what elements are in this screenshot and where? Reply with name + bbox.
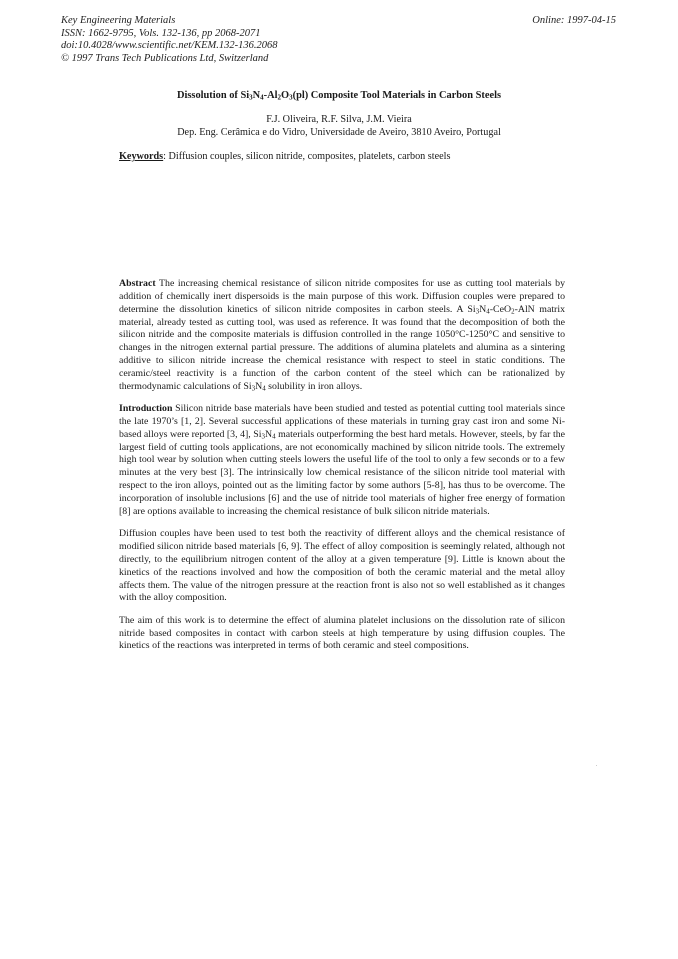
abstract-heading: Abstract xyxy=(119,278,156,289)
aim-paragraph: The aim of this work is to determine the effect of alumina platelet inclusions on the dissolution rate of silicon nitride based composites in contact with carbon steels at high temperature by using diffusion couples. The kinetics of the reactions was interpreted in terms of both ceramic and steel compositions. xyxy=(119,614,565,652)
copyright-line: © 1997 Trans Tech Publications Ltd, Switzerland xyxy=(61,52,269,64)
scan-speck xyxy=(596,765,597,766)
introduction-paragraph: Introduction Silicon nitride base materials have been studied and tested as potential cutting tool materials since the late 1970’s [1, 2]. Several successful applications of these materials in turning gray cast iron and some Ni-based alloys were reported [3, 4], $Si_3N_4$ materials outperforming the best hard metals. However, steels, by far the largest field of cutting tools applications, are not economically machined by silicon nitride tools. The extremely high tool wear by solution when cutting steels lowers the useful life of the tool to only a few seconds or to a few minutes at the very best [3]. The intrinsically low chemical resistance of the silicon nitride tool material with respect to the iron alloys, pointed out as the limiting factor by some authors [5-8], has thus to be overcome. The incorporation of insoluble inclusions [6] and the use of nitride tool materials of higher free energy of formation [8] are options available to increasing the chemical resistance of bulk silicon nitride materials. xyxy=(119,403,565,517)
online-date: Online: 1997-04-15 xyxy=(532,15,616,26)
paper-body xyxy=(119,278,565,663)
introduction-heading: Introduction xyxy=(119,403,173,415)
keywords-label: Keywords xyxy=(119,151,164,162)
keywords-line: Keywords: Diffusion couples, silicon nitride, composites, platelets, carbon steels xyxy=(119,151,451,162)
doi-line: doi:10.4028/www.scientific.net/KEM.132-136.2068 xyxy=(61,40,278,52)
issn-line: ISSN: 1662-9795, Vols. 132-136, pp 2068-2071 xyxy=(61,27,261,39)
author-names: F.J. Oliveira, R.F. Silva, J.M. Vieira xyxy=(266,114,412,125)
keywords-text: Diffusion couples, silicon nitride, composites, platelets, carbon steels xyxy=(166,151,451,162)
journal-name: Key Engineering Materials xyxy=(61,15,176,26)
journal-header xyxy=(61,15,278,65)
abstract-paragraph: Abstract The increasing chemical resistance of silicon nitride composites for use as cutting tool materials by addition of chemically inert dispersoids is the main purpose of this work. Diffusion couples were prepared to determine the dissolution kinetics of silicon nitride composites in carbon steels. A $Si_3N_4-CeO_2$-AlN matrix material, already tested as cutting tool, was used as reference. It was found that the decomposition of both the silicon nitride and the composite materials is diffusion controlled in the range 1050°C-1250°C and sensitive to changes in the nitrogen external partial pressure. The additions of alumina platelets and alumina as a sintering additive to silicon nitride increase the chemical resistance with respect to steel in static conditions. The ceramic/steel reactivity is a function of the carbon content of the steel which can be rationalized by thermodynamic calculations of $Si_3N_4$ solubility in iron alloys. xyxy=(119,278,565,393)
paper-title: Dissolution of $Si_3N_4-Al_2O_3(pl)$ Composite Tool Materials in Carbon Steels xyxy=(176,90,502,102)
author-block xyxy=(0,113,678,140)
diffusion-couples-paragraph: Diffusion couples have been used to test both the reactivity of different alloys and the chemical resistance of modified silicon nitride based materials [6, 9]. The effect of alloy composition is seemingly related, although not directly, to the equilibrium nitrogen content of the alloy at a given temperature [9]. Little is known about the kinetics of the reactions involved and how the composition of both the ceramic material and the metal alloy affects them. The value of the nitrogen pressure at the reaction front is also not so well established as it changes with the alloy composition. xyxy=(119,528,565,604)
author-affiliation: Dep. Eng. Cerâmica e do Vidro, Universidade de Aveiro, 3810 Aveiro, Portugal xyxy=(177,127,501,139)
